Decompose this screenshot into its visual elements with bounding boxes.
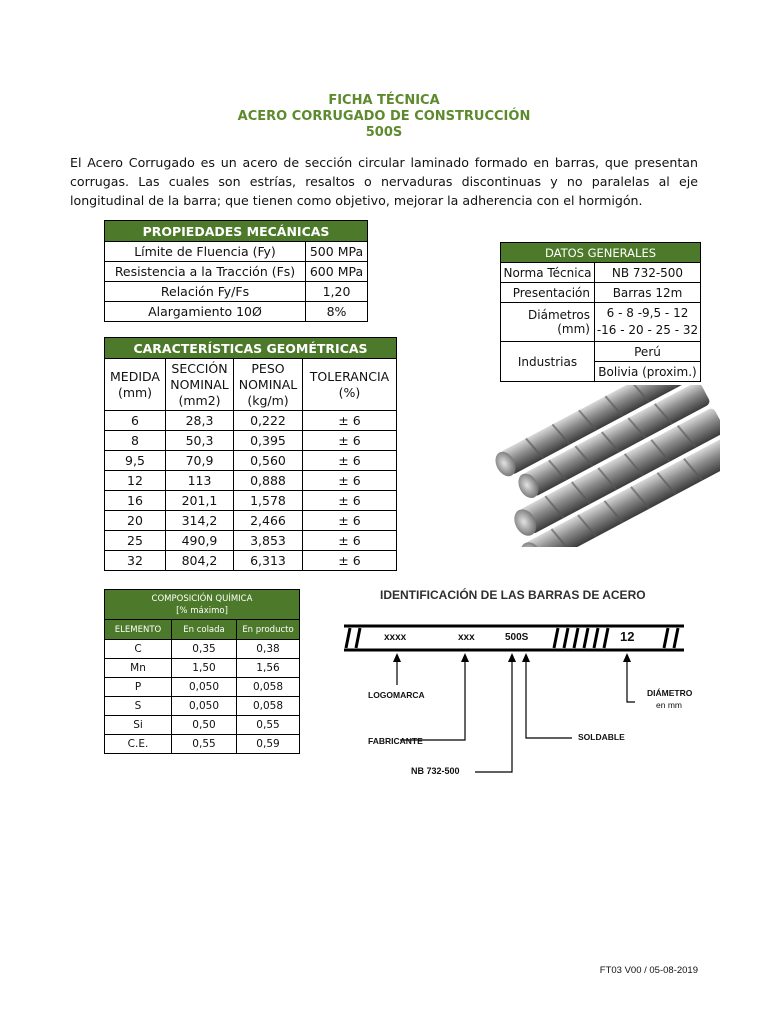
table-row — [105, 678, 300, 697]
doc-title-3: 500S — [365, 125, 403, 140]
cell: 1,578 — [234, 491, 303, 511]
mark-grade: 500S — [505, 632, 529, 643]
cell: C — [105, 640, 172, 659]
table-row — [105, 531, 397, 551]
cell: Industrias — [501, 342, 595, 382]
col-header: TOLERANCIA (%) — [303, 359, 397, 411]
col-header: MEDIDA (mm) — [105, 359, 166, 411]
cell: Límite de Fluencia (Fy) — [105, 242, 306, 262]
cell: 113 — [166, 471, 234, 491]
cell: 314,2 — [166, 511, 234, 531]
cell: Mn — [105, 659, 172, 678]
table-row — [105, 659, 300, 678]
cell: Bolivia (proxim.) — [595, 362, 701, 382]
label-soldable: SOLDABLE — [578, 732, 625, 742]
cell: 32 — [105, 551, 166, 571]
cell: 3,853 — [234, 531, 303, 551]
cell: Si — [105, 716, 172, 735]
mark-fabricante: xxx — [458, 632, 475, 643]
cell: ± 6 — [303, 531, 397, 551]
col-header: En producto — [237, 620, 300, 640]
cell: Perú — [595, 342, 701, 362]
doc-title-2: ACERO CORRUGADO DE CONSTRUCCIÓN — [237, 109, 531, 124]
cell: Alargamiento 10Ø — [105, 302, 306, 322]
table-row — [105, 411, 397, 431]
cell: ± 6 — [303, 471, 397, 491]
geo-title: CARACTERÍSTICAS GEOMÉTRICAS — [105, 338, 397, 359]
cell: 600 MPa — [306, 262, 368, 282]
table-row — [105, 242, 368, 262]
cell: NB 732-500 — [595, 263, 701, 283]
table-row — [105, 491, 397, 511]
cell: 0,395 — [234, 431, 303, 451]
chem-title-2: [% máximo] — [176, 605, 228, 616]
cell: 500 MPa — [306, 242, 368, 262]
table-row — [105, 697, 300, 716]
cell: 1,50 — [172, 659, 237, 678]
cell: Diámetros (mm) — [501, 303, 595, 342]
cell: 6,313 — [234, 551, 303, 571]
col-header: PESO NOMINAL (kg/m) — [234, 359, 303, 411]
table-row — [105, 511, 397, 531]
cell: 0,59 — [237, 735, 300, 754]
cell: 6 - 8 -9,5 - 12 -16 - 20 - 25 - 32 — [595, 303, 701, 342]
mark-diameter: 12 — [620, 629, 635, 644]
cell: Barras 12m — [595, 283, 701, 303]
table-row — [105, 451, 397, 471]
cell: 12 — [105, 471, 166, 491]
cell: 6 — [105, 411, 166, 431]
table-row — [105, 735, 300, 754]
cell: 9,5 — [105, 451, 166, 471]
general-data-table — [500, 242, 701, 382]
cell: 0,55 — [237, 716, 300, 735]
table-row — [105, 716, 300, 735]
intro-paragraph: El Acero Corrugado es un acero de sección circular laminado formado en barras, que presentan corrugas. Las cuales son estrías, resaltos o nervaduras discontinuas y no paralelas al eje longitudinal de la barra; que tienen como objetivo, mejorar la adherencia con el hormigón. — [70, 155, 698, 208]
cell: 0,222 — [234, 411, 303, 431]
ident-title: IDENTIFICACIÓN DE LAS BARRAS DE ACERO — [380, 588, 646, 602]
cell: 804,2 — [166, 551, 234, 571]
col-header: ELEMENTO — [105, 620, 172, 640]
footer-version: FT03 V00 / 05-08-2019 — [599, 965, 698, 976]
cell: 20 — [105, 511, 166, 531]
cell: ± 6 — [303, 511, 397, 531]
cell: S — [105, 697, 172, 716]
cell: 0,888 — [234, 471, 303, 491]
cell: 0,560 — [234, 451, 303, 471]
label-norma: NB 732-500 — [411, 766, 460, 776]
cell: 0,55 — [172, 735, 237, 754]
table-row — [105, 302, 368, 322]
cell: ± 6 — [303, 431, 397, 451]
cell: 2,466 — [234, 511, 303, 531]
cell: 0,058 — [237, 678, 300, 697]
cell: ± 6 — [303, 411, 397, 431]
table-row — [105, 551, 397, 571]
doc-title-1: FICHA TÉCNICA — [328, 93, 440, 108]
cell: 0,058 — [237, 697, 300, 716]
col-header: En colada — [172, 620, 237, 640]
cell: 0,050 — [172, 697, 237, 716]
label-en-mm: en mm — [656, 700, 682, 710]
cell: ± 6 — [303, 491, 397, 511]
label-diametro: DIÁMETRO — [647, 688, 693, 698]
cell: 201,1 — [166, 491, 234, 511]
chemical-table — [104, 589, 300, 754]
label-logomarca: LOGOMARCA — [368, 690, 425, 700]
cell: 28,3 — [166, 411, 234, 431]
cell: 8% — [306, 302, 368, 322]
cell: 490,9 — [166, 531, 234, 551]
cell: 0,38 — [237, 640, 300, 659]
rebar-photo — [488, 385, 720, 547]
cell: C.E. — [105, 735, 172, 754]
cell: 70,9 — [166, 451, 234, 471]
table-row — [105, 431, 397, 451]
cell: 1,56 — [237, 659, 300, 678]
chem-title-1: COMPOSICIÓN QUÍMICA — [151, 593, 253, 604]
cell: 25 — [105, 531, 166, 551]
bar-marking-diagram — [340, 620, 693, 785]
cell: Presentación — [501, 283, 595, 303]
cell: 0,050 — [172, 678, 237, 697]
cell: P — [105, 678, 172, 697]
cell: 8 — [105, 431, 166, 451]
cell: Relación Fy/Fs — [105, 282, 306, 302]
col-header: SECCIÓN NOMINAL (mm2) — [166, 359, 234, 411]
cell: 0,35 — [172, 640, 237, 659]
table-row — [105, 471, 397, 491]
general-title: DATOS GENERALES — [501, 243, 701, 263]
cell: 16 — [105, 491, 166, 511]
label-fabricante: FABRICANTE — [368, 736, 423, 746]
cell: 50,3 — [166, 431, 234, 451]
table-row — [105, 640, 300, 659]
table-row — [105, 262, 368, 282]
mechanical-properties-table — [104, 220, 368, 322]
cell: ± 6 — [303, 451, 397, 471]
cell: 0,50 — [172, 716, 237, 735]
cell: Norma Técnica — [501, 263, 595, 283]
mech-title: PROPIEDADES MECÁNICAS — [105, 221, 368, 242]
table-row — [105, 282, 368, 302]
geometric-table — [104, 337, 397, 571]
cell: Resistencia a la Tracción (Fs) — [105, 262, 306, 282]
cell: 1,20 — [306, 282, 368, 302]
cell: ± 6 — [303, 551, 397, 571]
mark-logomarca: xxxx — [384, 632, 407, 643]
